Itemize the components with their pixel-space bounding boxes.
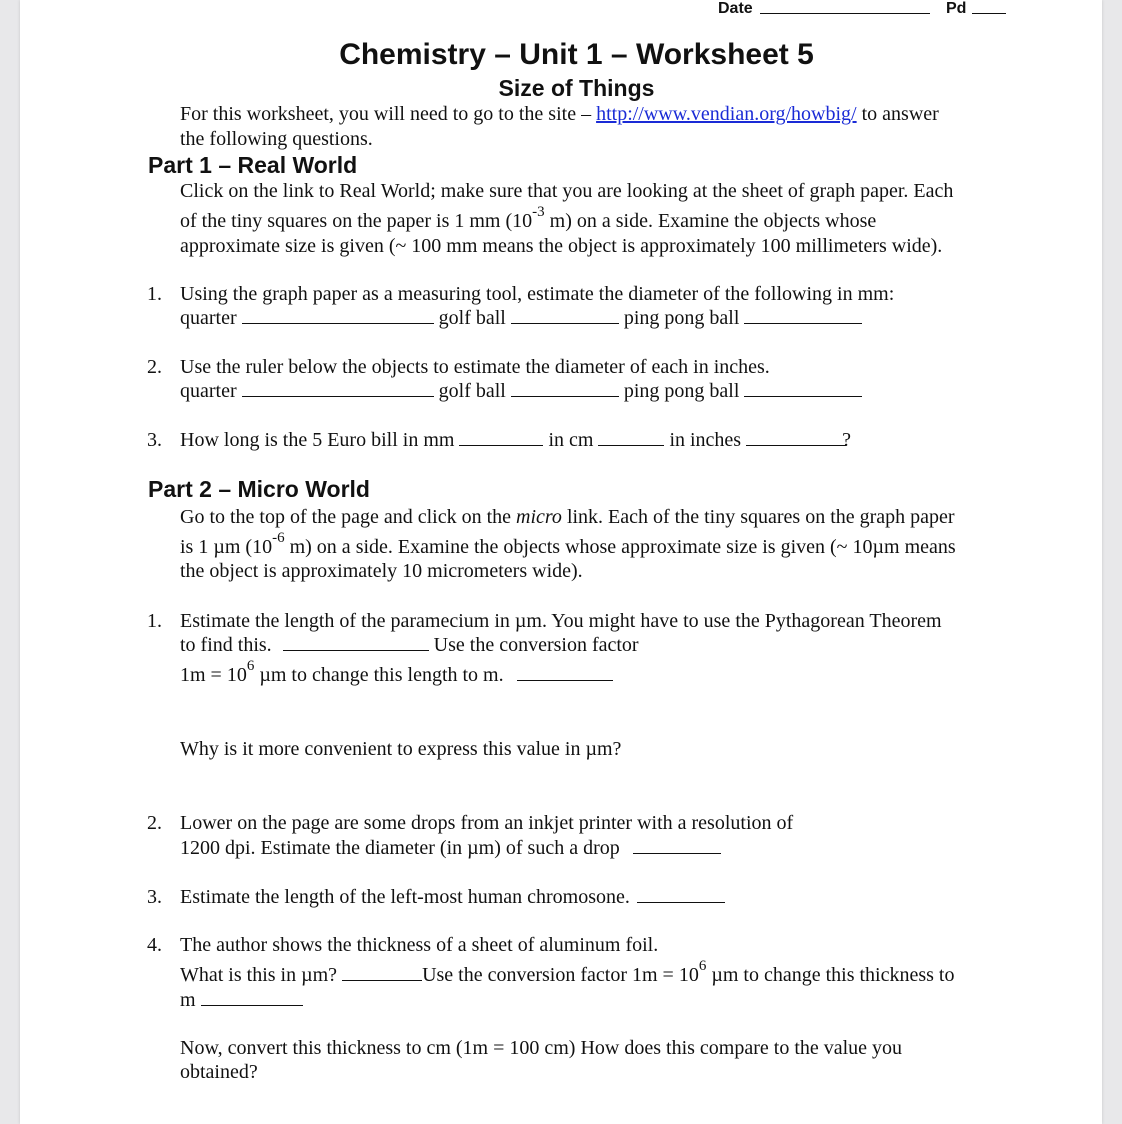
p2-q4-line-3 — [180, 988, 303, 1012]
part2-heading: Part 2 – Micro World — [148, 476, 370, 502]
p1-q1-quarter-label: quarter — [180, 307, 237, 329]
p2-q1-why: Why is it more convenient to express this value in µm? — [180, 738, 622, 760]
p2-q4-line-2b: Use the conversion factor 1m = 10 — [422, 964, 699, 986]
p2-q4-line-3-text: m — [180, 989, 196, 1011]
p2-q4-line-4: Now, convert this thickness to cm (1m = 100 cm) How does this compare to the value you — [180, 1037, 903, 1059]
part2-desc-2b: m) on a side. Examine the objects whose approximate size is given (~ 10µm means — [289, 536, 956, 558]
p1-q2-answers — [180, 379, 862, 403]
part1-desc-line-3: approximate size is given (~ 100 mm means the object is approximately 100 millimeters wide). — [180, 235, 943, 257]
p2-q2-number: 2. — [147, 812, 162, 834]
p2-q4-number: 4. — [147, 934, 162, 956]
p1-q2-golf-label: golf ball — [438, 380, 506, 402]
intro-line-2: the following questions. — [180, 128, 373, 150]
p2-q1-line-1: Estimate the length of the paramecium in µm. You might have to use the Pythagorean Theorem — [180, 610, 942, 632]
p2-q1-line-2a: to find this. — [180, 634, 272, 656]
p1-q3-mm-blank[interactable] — [459, 429, 543, 446]
worksheet-page — [20, 0, 1102, 1124]
p2-q4-micrometer-blank[interactable] — [342, 964, 422, 981]
p2-q1-line-3 — [180, 658, 613, 687]
p2-q4-line-2c: µm to change this thickness to — [711, 964, 955, 986]
intro-text-after: to answer — [861, 103, 939, 125]
p2-q3-text: Estimate the length of the left-most human chromosone. — [180, 886, 630, 908]
p2-q2-line-2 — [180, 836, 721, 860]
part2-desc-1b: link. Each of the tiny squares on the graph paper — [566, 506, 955, 528]
p1-q2-pingpong-blank[interactable] — [744, 380, 862, 397]
page-title: Chemistry – Unit 1 – Worksheet 5 — [339, 38, 814, 71]
p2-q3-number: 3. — [147, 886, 162, 908]
date-label: Date — [718, 0, 753, 17]
p1-q3-line — [180, 428, 851, 452]
p1-q3-inches-label: in inches — [669, 429, 742, 451]
pd-label: Pd — [946, 0, 967, 17]
part1-desc-2b: m) on a side. Examine the objects whose — [549, 210, 877, 232]
part1-desc-line-1: Click on the link to Real World; make sure that you are looking at the sheet of graph paper. Each — [180, 180, 954, 202]
p2-q1-line-2 — [180, 633, 639, 657]
p2-q1-line-3b: µm to change this length to m. — [259, 664, 504, 686]
page-subtitle: Size of Things — [498, 75, 655, 101]
p2-q1-length-blank[interactable] — [283, 634, 429, 651]
p1-q1-text: Using the graph paper as a measuring tool, estimate the diameter of the following in mm: — [180, 283, 895, 305]
p2-q1-line-3-exp: 6 — [246, 658, 255, 675]
p1-q3-question-mark: ? — [842, 429, 851, 451]
p1-q1-answers — [180, 306, 862, 330]
p1-q3-mm-label: How long is the 5 Euro bill in mm — [180, 429, 455, 451]
p2-q4-line-2-exp: 6 — [698, 958, 707, 975]
p2-q4-meters-blank[interactable] — [201, 989, 303, 1006]
p2-q2-line-1: Lower on the page are some drops from an inkjet printer with a resolution of — [180, 812, 794, 834]
p2-q4-line-1: The author shows the thickness of a sheet of aluminum foil. — [180, 934, 659, 956]
p1-q1-number: 1. — [147, 283, 162, 305]
p1-q1-golf-label: golf ball — [438, 307, 506, 329]
part1-desc-line-2 — [180, 204, 877, 233]
p1-q2-text: Use the ruler below the objects to estimate the diameter of each in inches. — [180, 356, 770, 378]
p2-q4-line-2a: What is this in µm? — [180, 964, 338, 986]
part2-desc-line-3: the object is approximately 10 micrometers wide). — [180, 560, 583, 582]
part2-desc-2-exp: -6 — [272, 530, 285, 547]
p1-q2-quarter-blank[interactable] — [242, 380, 434, 397]
date-blank — [760, 13, 930, 14]
part1-heading: Part 1 – Real World — [148, 152, 358, 178]
part2-desc-line-2 — [180, 530, 956, 559]
p1-q2-number: 2. — [147, 356, 162, 378]
pd-blank — [972, 13, 1006, 14]
p2-q2-drop-blank[interactable] — [633, 837, 721, 854]
howbig-link[interactable]: http://www.vendian.org/howbig/ — [596, 103, 857, 125]
p2-q4-line-5: obtained? — [180, 1061, 258, 1083]
intro-line-1 — [180, 102, 939, 126]
p1-q3-number: 3. — [147, 429, 162, 451]
intro-text-before: For this worksheet, you will need to go to the site – — [180, 103, 592, 125]
part1-desc-2a: of the tiny squares on the paper is 1 mm (10 — [180, 210, 533, 232]
p1-q2-pingpong-label: ping pong ball — [623, 380, 740, 402]
p2-q1-line-2b: Use the conversion factor — [433, 634, 639, 656]
p1-q1-golf-blank[interactable] — [511, 307, 619, 324]
micro-link-text: micro — [516, 506, 562, 528]
p1-q3-cm-blank[interactable] — [598, 429, 664, 446]
p1-q3-inches-blank[interactable] — [746, 429, 846, 446]
p2-q1-meters-blank[interactable] — [517, 664, 613, 681]
p2-q1-number: 1. — [147, 610, 162, 632]
part2-desc-1a: Go to the top of the page and click on the — [180, 506, 512, 528]
p1-q2-quarter-label: quarter — [180, 380, 237, 402]
part2-desc-line-1 — [180, 505, 955, 529]
part1-desc-2-exp: -3 — [532, 204, 545, 221]
p1-q2-golf-blank[interactable] — [511, 380, 619, 397]
p2-q2-line-2-text: 1200 dpi. Estimate the diameter (in µm) of such a drop — [180, 837, 620, 859]
p2-q3-chromosome-blank[interactable] — [637, 886, 725, 903]
p1-q3-cm-label: in cm — [548, 429, 594, 451]
part2-desc-2a: is 1 µm (10 — [180, 536, 273, 558]
p1-q1-quarter-blank[interactable] — [242, 307, 434, 324]
p2-q3-line — [180, 885, 725, 909]
p2-q1-line-3a: 1m = 10 — [180, 664, 247, 686]
p2-q4-line-2 — [180, 958, 955, 987]
p1-q1-pingpong-blank[interactable] — [744, 307, 862, 324]
p1-q1-pingpong-label: ping pong ball — [623, 307, 740, 329]
